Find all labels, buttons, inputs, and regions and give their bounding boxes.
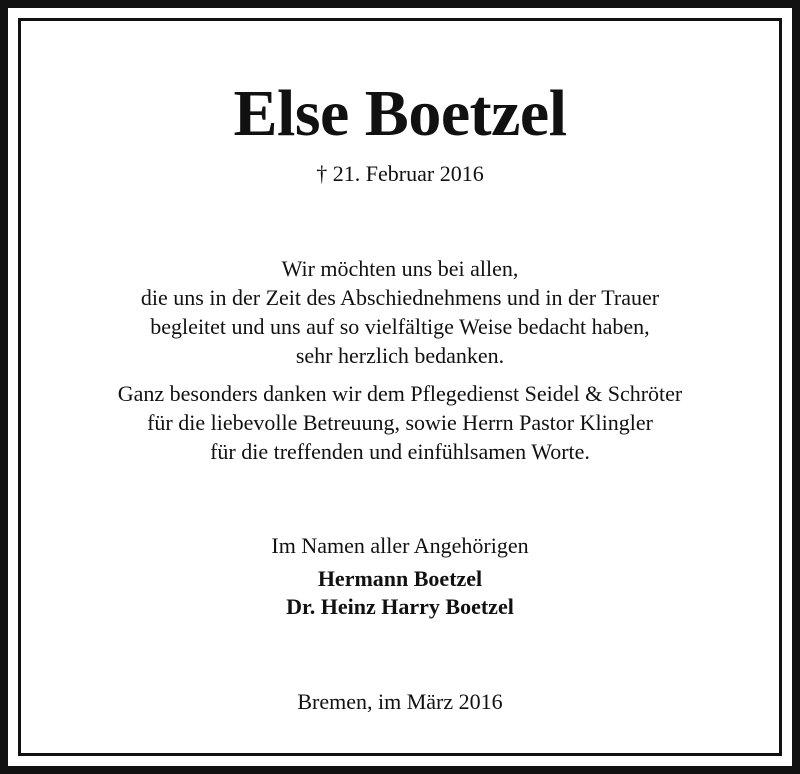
thanks-paragraph [0,254,800,370]
special-thanks-paragraph [0,379,800,466]
thanks-line: Wir möchten uns bei allen, [281,256,519,281]
place-and-date: Bremen, im März 2016 [297,689,503,714]
deceased-name: Else Boetzel [233,77,567,150]
special-thanks-line: für die treffenden und einfühlsamen Worte. [210,439,590,464]
special-thanks-line: Ganz besonders danken wir dem Pflegedienst Seidel & Schröter [117,381,683,406]
thanks-line: begleitet und uns auf so vielfältige Weise bedacht haben, [150,314,650,339]
death-date: † 21. Februar 2016 [316,161,484,186]
signer-name: Hermann Boetzel [317,566,483,591]
signer-name: Dr. Heinz Harry Boetzel [286,594,514,619]
special-thanks-line: für die liebevolle Betreuung, sowie Herrn Pastor Klingler [147,410,653,435]
thanks-line: die uns in der Zeit des Abschiednehmens und in der Trauer [140,285,660,310]
on-behalf-text: Im Namen aller Angehörigen [271,533,529,558]
thanks-line: sehr herzlich bedanken. [295,343,505,368]
